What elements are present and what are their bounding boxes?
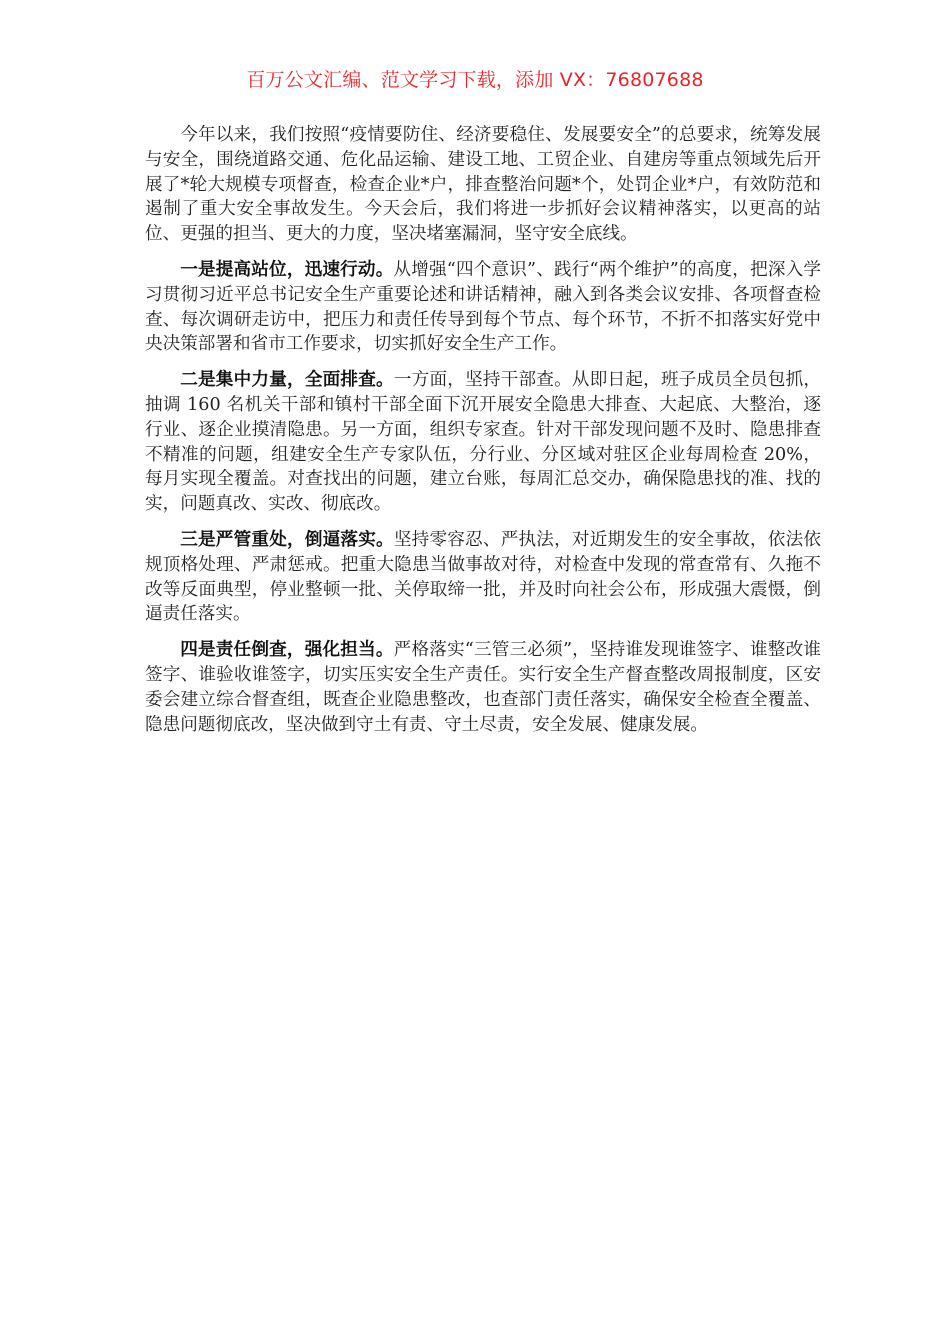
paragraph-text: 从增强“四个意识”、践行“两个维护”的高度，把深入学习贯彻习近平总书记安全生产重要论述和讲话精神，融入到各类会议安排、各项督查检查、每次调研走访中，把压力和责任传导到每个节点、每个环节，不折不扣落实好党中央决策部署和省市工作要求，切实抓好安全生产工作。 bbox=[145, 259, 821, 355]
paragraph-lead: 二是集中力量，全面排查。 bbox=[180, 369, 394, 391]
paragraph-lead: 一是提高站位，迅速行动。 bbox=[180, 258, 394, 280]
paragraph-text: 一方面，坚持干部查。从即日起，班子成员全员包抓，抽调 160 名机关干部和镇村干部全面下沉开展安全隐患大排查、大起底、大整治，逐行业、逐企业摸清隐患。另一方面，组织专家查。针对干部发现问题不及时、隐患排查不精准的问题，组建安全生产专家队伍，分行业、分区域对驻区企业每周检查 20%，每月实现全覆盖。对查找出的问题，建立台账，每周汇总交办，确保隐患找的准、找的实，问题真改、实改、彻底改。 bbox=[145, 370, 821, 515]
paragraph-lead: 三是严管重处，倒逼落实。 bbox=[180, 528, 394, 550]
paragraph-intro bbox=[145, 123, 821, 247]
paragraph-point-4 bbox=[145, 638, 821, 737]
paragraph-point-3 bbox=[145, 528, 821, 627]
paragraph-lead: 四是责任倒查，强化担当。 bbox=[180, 639, 394, 661]
watermark-header: 百万公文汇编、范文学习下载，添加 VX：76807688 bbox=[246, 69, 704, 91]
paragraph-text: 严格落实“三管三必须”，坚持谁发现谁签字、谁整改谁签字、谁验收谁签字，切实压实安全生产责任。实行安全生产督查整改周报制度，区安委会建立综合督查组，既查企业隐患整改，也查部门责任落实，确保安全检查全覆盖、隐患问题彻底改，坚决做到守土有责、守土尽责，安全发展、健康发展。 bbox=[145, 640, 821, 735]
paragraph-text: 坚持零容忍、严执法，对近期发生的安全事故，依法依规顶格处理、严肃惩戒。把重大隐患当做事故对待，对检查中发现的常查常有、久拖不改等反面典型，停业整顿一批、关停取缔一批，并及时向社会公布，形成强大震慑，倒逼责任落实。 bbox=[145, 529, 821, 625]
paragraph-point-2 bbox=[145, 368, 821, 517]
document-body bbox=[145, 123, 821, 748]
paragraph-text: 今年以来，我们按照“疫情要防住、经济要稳住、发展要安全”的总要求，统筹发展与安全，围绕道路交通、危化品运输、建设工地、工贸企业、自建房等重点领域先后开展了*轮大规模专项督查，检查企业*户，排查整治问题*个，处罚企业*户，有效防范和遏制了重大安全事故发生。今天会后，我们将进一步抓好会议精神落实，以更高的站位、更强的担当、更大的力度，坚决堵塞漏洞，坚守安全底线。 bbox=[145, 125, 821, 245]
paragraph-point-1 bbox=[145, 258, 821, 357]
